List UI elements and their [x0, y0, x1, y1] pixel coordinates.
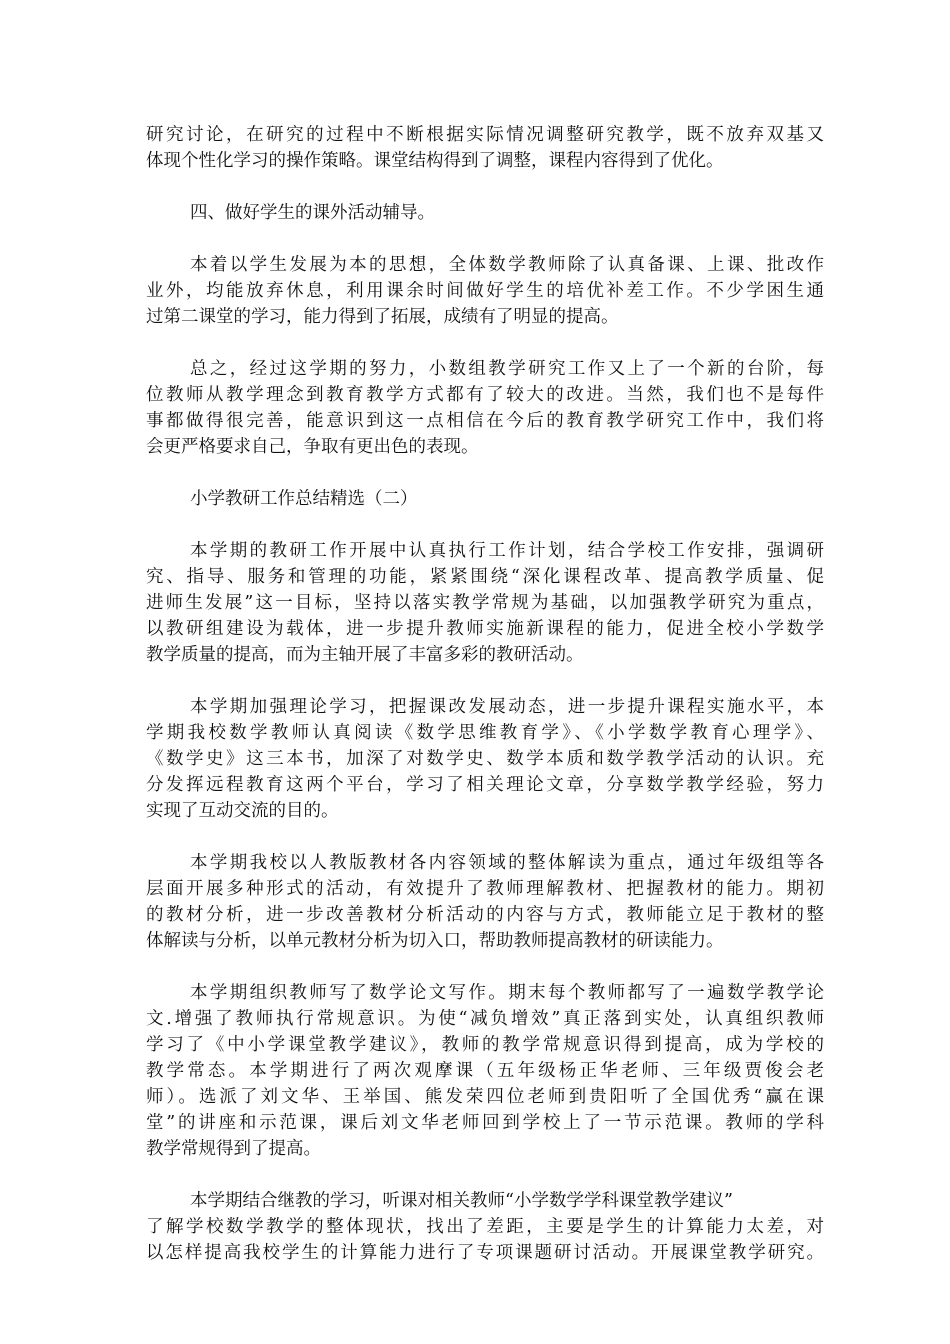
text-line: 本学期加强理论学习，把握课改发展动态，进一步提升课程实施水平，本: [190, 697, 824, 717]
text-line: 总之，经过这学期的努力，小数组教学研究工作又上了一个新的台阶，每: [190, 359, 824, 379]
paragraph-paper-writing: [146, 980, 824, 1162]
text-line: 四、做好学生的课外活动辅导。: [190, 203, 435, 223]
text-line: 学期我校数学教师认真阅读《数学思维教育学》、《小学数学教育心理学》、: [146, 723, 824, 743]
text-line: 教学质量的提高，而为主轴开展了丰富多彩的教研活动。: [146, 645, 584, 665]
text-line: 体现个性化学习的操作策略。课堂结构得到了调整，课程内容得到了优化。: [146, 151, 724, 171]
text-line: 本学期的教研工作开展中认真执行工作计划，结合学校工作安排，强调研: [190, 541, 824, 561]
paragraph-teaching-research-plan: [146, 538, 824, 668]
text-line: 业外，均能放弃休息，利用课余时间做好学生的培优补差工作。不少学困生通: [146, 281, 824, 301]
text-line: 研究讨论，在研究的过程中不断根据实际情况调整研究教学，既不放弃双基又: [146, 125, 824, 145]
paragraph-summary: [146, 356, 824, 460]
text-line: 会更严格要求自己，争取有更出色的表现。: [146, 437, 479, 457]
text-line: 层面开展多种形式的活动，有效提升了教师理解教材、把握教材的能力。期初: [146, 879, 824, 899]
text-line: 了解学校数学教学的整体现状，找出了差距，主要是学生的计算能力太差，对: [146, 1217, 824, 1237]
text-line: 本学期组织教师写了数学论文写作。期末每个教师都写了一遍数学教学论: [190, 983, 824, 1003]
paragraph-research-discussion: [146, 122, 824, 174]
paragraph-student-development: [146, 252, 824, 330]
text-line: 的教材分析，进一步改善教材分析活动的内容与方式，教师能立足于教材的整: [146, 905, 824, 925]
document-page: [146, 122, 824, 1292]
text-line: 进师生发展”这一目标，坚持以落实教学常规为基础，以加强教学研究为重点，: [146, 593, 824, 613]
text-line: 文.增强了教师执行常规意识。为使“减负增效”真正落到实处，认真组织教师: [146, 1009, 824, 1029]
text-line: 位教师从教学理念到教育教学方式都有了较大的改进。当然，我们也不是每件: [146, 385, 824, 405]
text-line: 学习了《中小学课堂教学建议》，教师的教学常规意识得到提高，成为学校的: [146, 1035, 824, 1055]
text-line: 师）。选派了刘文华、王举国、熊发荣四位老师到贵阳听了全国优秀“赢在课: [146, 1087, 824, 1107]
text-line: 教学常规得到了提高。: [146, 1139, 321, 1159]
text-line: 小学教研工作总结精选（二）: [190, 489, 418, 509]
text-line: 事都做得很完善，能意识到这一点相信在今后的教育教学研究工作中，我们将: [146, 411, 824, 431]
text-line: 本着以学生发展为本的思想，全体数学教师除了认真备课、上课、批改作: [190, 255, 824, 275]
section-heading-extracurricular: [146, 200, 824, 226]
text-line: 分发挥远程教育这两个平台，学习了相关理论文章，分享数学教学经验，努力: [146, 775, 824, 795]
text-line: 《数学史》这三本书，加深了对数学史、数学本质和数学教学活动的认识。充: [146, 749, 824, 769]
paragraph-theory-study: [146, 694, 824, 824]
text-line: 本学期结合继教的学习，听课对相关教师“小学数学学科课堂教学建议”: [190, 1191, 733, 1211]
text-line: 究、指导、服务和管理的功能，紧紧围绕“深化课程改革、提高教学质量、促: [146, 567, 824, 587]
text-line: 以教研组建设为载体，进一步提升教师实施新课程的能力，促进全校小学数学: [146, 619, 824, 639]
text-line: 堂”的讲座和示范课，课后刘文华老师回到学校上了一节示范课。教师的学科: [146, 1113, 824, 1133]
text-line: 本学期我校以人教版教材各内容领域的整体解读为重点，通过年级组等各: [190, 853, 824, 873]
text-line: 实现了互动交流的目的。: [146, 801, 339, 821]
text-line: 教学常态。本学期进行了两次观摩课（五年级杨正华老师、三年级贾俊会老: [146, 1061, 824, 1081]
text-line: 体解读与分析，以单元教材分析为切入口，帮助教师提高教材的研读能力。: [146, 931, 724, 951]
paragraph-continuing-education: [146, 1188, 824, 1266]
text-line: 以怎样提高我校学生的计算能力进行了专项课题研讨活动。开展课堂教学研究。: [146, 1243, 824, 1263]
section-heading-summary-two: [146, 486, 824, 512]
text-line: 过第二课堂的学习，能力得到了拓展，成绩有了明显的提高。: [146, 307, 619, 327]
paragraph-textbook-analysis: [146, 850, 824, 954]
